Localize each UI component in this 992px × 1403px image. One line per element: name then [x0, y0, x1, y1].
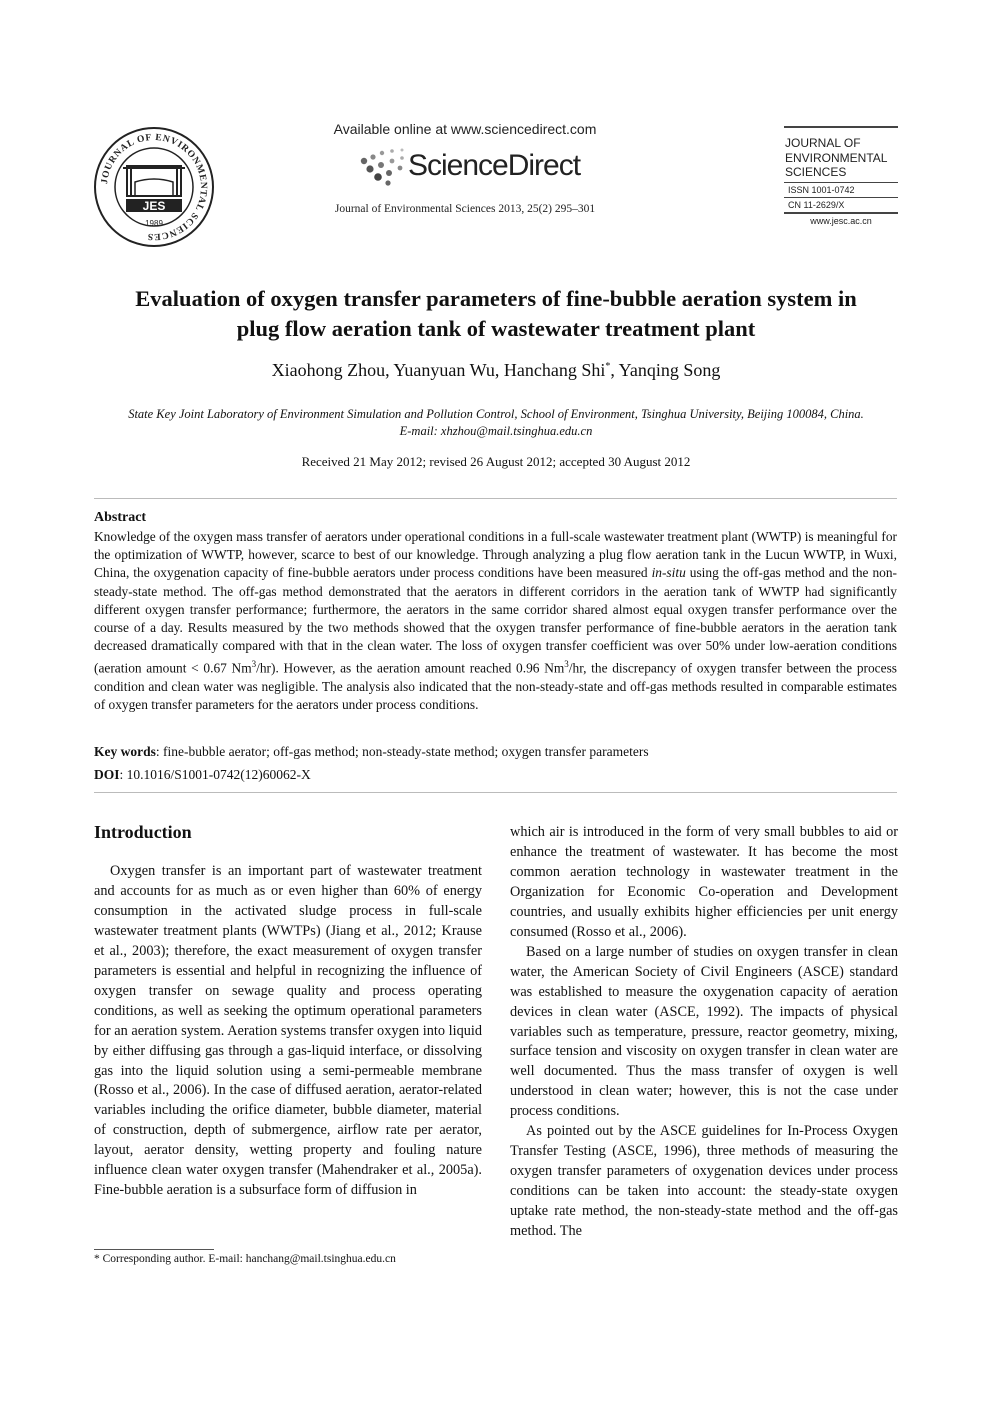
issn: ISSN 1001-0742 — [788, 184, 855, 195]
cn-number: CN 11-2629/X — [788, 199, 845, 210]
right-column — [510, 823, 898, 1242]
journal-reference: Journal of Environmental Sciences 2013, 25(2) 295–301 — [334, 203, 596, 215]
doi: DOI: 10.1016/S1001-0742(12)60062-X — [94, 767, 311, 782]
seal-abbr: JES — [142, 199, 166, 213]
divider — [94, 498, 897, 499]
footnote-corresponding-author: * Corresponding author. E-mail: hanchang@mail.tsinghua.edu.cn — [94, 1253, 396, 1265]
author-list: Xiaohong Zhou, Yuanyuan Wu, Hanchang Shi*, Yanqing Song — [271, 360, 721, 380]
author-email: E-mail: xhzhou@mail.tsinghua.edu.cn — [399, 424, 593, 438]
keywords: Key words: fine-bubble aerator; off-gas method; non-steady-state method; oxygen transfer parameters — [94, 744, 649, 759]
sciencedirect-dots-icon — [356, 147, 408, 187]
article-title: Evaluation of oxygen transfer parameters of fine-bubble aeration system in plug flow aeration tank of wastewater treatment plant — [135, 286, 857, 341]
footnote-rule — [94, 1249, 214, 1250]
journal-name: JOURNAL OF ENVIRONMENTAL SCIENCES — [785, 136, 888, 179]
available-online: Available online at www.sciencedirect.com — [333, 121, 597, 137]
publisher-header — [300, 121, 630, 215]
section-heading-introduction: Introduction — [94, 822, 192, 842]
affiliation: State Key Joint Laboratory of Environment Simulation and Pollution Control, School of Environment, Tsinghua University, Beijing 100084, China. E-mail: xhzhou@mail.tsinghua.edu.cn — [60, 406, 932, 440]
divider — [94, 792, 897, 793]
journal-url: www.jesc.ac.cn — [810, 215, 872, 226]
seal-ring-text: JOURNAL OF ENVIRONMENTAL SCIENCES — [100, 132, 209, 242]
corresponding-mark: * — [605, 361, 611, 372]
abstract-heading: Abstract — [94, 510, 147, 525]
paragraph: As pointed out by the ASCE guidelines for In-Process Oxygen Transfer Testing (ASCE, 1996), three methods of measuring the oxygen transfer parameters of oxygenation devices under process conditions can be taken into account: the steady-state oxygen uptake rate method, the non-steady-state method and the off-gas method. The — [510, 1123, 898, 1240]
paragraph: which air is introduced in the form of very small bubbles to aid or enhance the treatment of wastewater. It has become the most common aeration technology in wastewater treatment in the Organization for Economic Co-operation and Development countries, and usually exhibits higher efficiencies per unit energy consumed (Rosso et al., 2006). — [510, 824, 898, 940]
journal-info-box — [784, 126, 898, 226]
jes-seal-icon — [93, 126, 215, 248]
paragraph: Oxygen transfer is an important part of wastewater treatment and accounts for as much as or even higher than 60% of energy consumption in the activated sludge process in full-scale wastewater treatment plants (WWTPs) (Jiang et al., 2012; Krause et al., 2003); therefore, the exact measurement of oxygen transfer parameters is essential and helpful in recognizing the influence of oxygen transfer on sewage quality and process operating conditions, as well as seeking the optimum operational parameters for an aeration system. Aeration systems transfer oxygen into liquid by either diffusing gas through a gas-liquid interface, or dissolving gas into the liquid solution using a semi-permeable membrane (Rosso et al., 2006). In the case of diffused aeration, aerator-related variables including the orifice diameter, bubble diameter, material of construction, depth of submergence, airflow rate per aerator, layout, aerator density, wetting property and fouling nature influence clean water oxygen transfer (Mahendraker et al., 2005a). Fine-bubble aeration is a subsurface form of diffusion in — [94, 863, 482, 1199]
paragraph: Based on a large number of studies on oxygen transfer in clean water, the American Society of Civil Engineers (ASCE) standard was established to measure the oxygenation capacity of aeration devices in clean water (ASCE, 1992). The impacts of physical variables such as temperature, pressure, reactor geometry, mixing, surface tension and viscosity on oxygen transfer in clean water are well documented. Thus the mass transfer of oxygen is well understood in clean water; however, this is not the case under process conditions. — [510, 943, 898, 1120]
seal-year: 1989 — [145, 219, 163, 228]
left-column — [94, 862, 482, 1201]
sciencedirect-wordmark: ScienceDirect — [408, 149, 581, 182]
journal-seal-logo — [93, 126, 215, 248]
received-dates: Received 21 May 2012; revised 26 August 2012; accepted 30 August 2012 — [301, 454, 691, 469]
abstract-text: Knowledge of the oxygen mass transfer of aerators under operational conditions in a full-scale wastewater treatment plant (WWTP) is meaningful for the optimization of WWTP, however, scarce to best of our knowledge. Through analyzing a plug flow aeration tank in the Lucun WWTP, in Wuxi, China, the oxygenation capacity of fine-bubble aerators under process conditions have been measured in-situ using the off-gas method and the non-steady-state method. The off-gas method demonstrated that the aerators in different corridors in the aeration tank of WWTP had significantly different oxygen transfer performance; furthermore, the aerators in the same corridor shared almost equal oxygen transfer performance over the course of a day. Results measured by the two methods showed that the oxygen transfer performance of fine-bubble aerators in the aeration tank decreased dramatically compared with that in the clean water. The loss of oxygen transfer coefficient was over 50% under low-aeration conditions (aeration amount < 0.67 Nm$^3$/hr). However, as the aeration amount reached 0.96 Nm$^3$/hr, the discrepancy of oxygen transfer between the process condition and clean water was negligible. The analysis also indicated that the non-steady-state and off-gas methods resulted in comparable estimates of oxygen transfer parameters for the aerators under process conditions. — [94, 529, 897, 713]
